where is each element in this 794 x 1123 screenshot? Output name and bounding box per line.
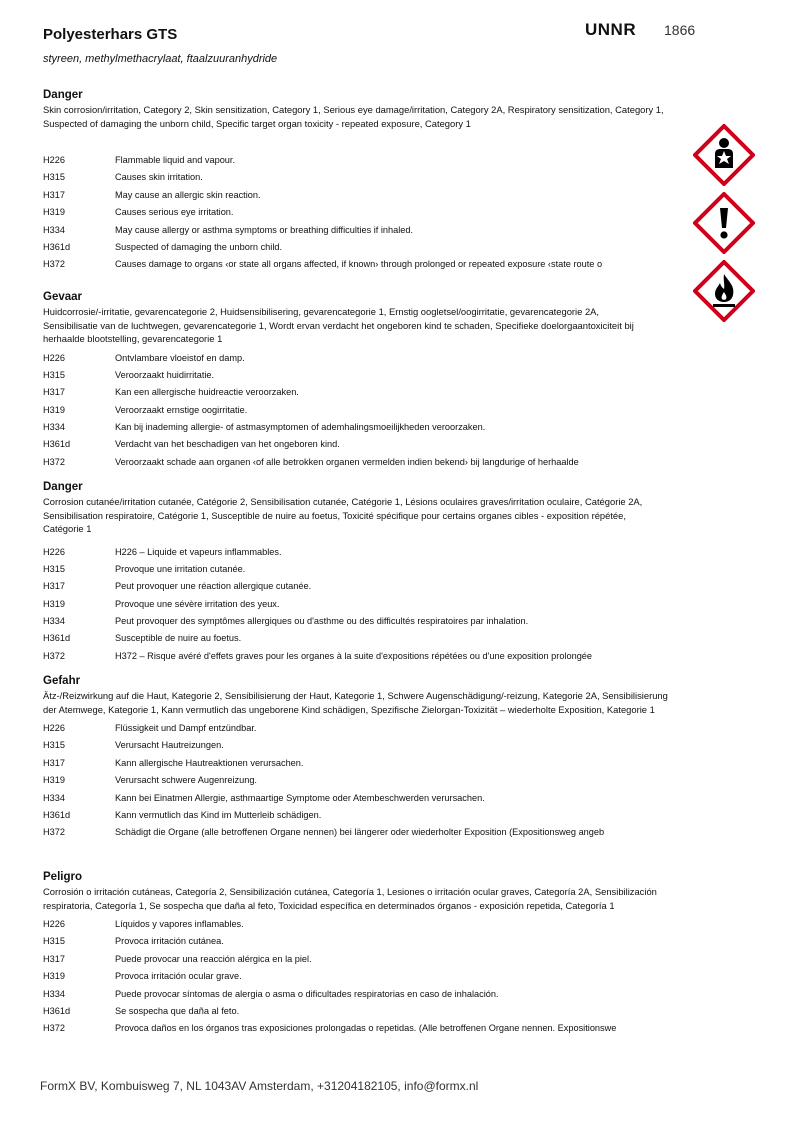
h-code: H226 [43,352,65,363]
hazard-statement [43,596,668,613]
h-text: May cause an allergic skin reaction. [115,189,261,200]
h-code: H315 [43,172,65,183]
h-text: H226 – Liquide et vapeurs inflammables. [115,546,282,557]
h-text: Veroorzaakt huidirritatie. [115,369,215,380]
section-description: Corrosion cutanée/irritation cutanée, Catégorie 2, Sensibilisation cutanée, Catégorie 1, Lésions oculaires graves/irritation oculaire, Catégorie 2A, Sensibilisation respiratoire, Catégorie 1, Susceptible de nuire au foetus, Toxicité spécifique pour certains organes cibles - exposition répétée, Catégorie 1 [43,496,643,534]
hazard-section-nl [43,290,673,471]
hazard-statement [43,613,668,630]
h-text: Provoca irritación cutánea. [115,936,224,947]
product-subtitle: styreen, methylmethacrylaat, ftaalzuuranhydride [43,53,278,65]
hazard-statement [43,256,668,273]
flame-icon [693,260,755,322]
section-heading: Peligro [43,871,82,883]
h-text: Kann bei Einatmen Allergie, asthmaartige Symptome oder Atembeschwerden verursachen. [115,792,485,803]
h-code: H334 [43,792,65,803]
hazard-statement [43,986,668,1003]
h-text: Verdacht van het beschadigen van het ongeboren kind. [115,439,340,450]
hazard-statement [43,544,668,561]
h-text: Kann allergische Hautreaktionen verursachen. [115,757,304,768]
h-text: Provoca daños en los órganos tras exposiciones prolongadas o repetidas. (Alle betroffenen Organe nennen. Expositionswe [115,1023,617,1034]
hazard-statement [43,561,668,578]
h-text: Susceptible de nuire au foetus. [115,633,242,644]
h-text: Puede provocar síntomas de alergia o asma o dificultades respiratorias en caso de inhalación. [115,988,499,999]
h-code: H226 [43,546,65,557]
h-code: H319 [43,598,65,609]
section-heading: Gefahr [43,675,81,687]
h-text: Puede provocar una reacción alérgica en la piel. [115,953,312,964]
h-text: Verursacht schwere Augenreizung. [115,775,257,786]
h-code: H372 [43,259,65,270]
h-code: H315 [43,936,65,947]
h-text: Causes skin irritation. [115,172,203,183]
h-text: Peut provoquer une réaction allergique cutanée. [115,581,312,592]
hazard-statement [43,239,668,256]
hazard-statement [43,790,668,807]
h-text: Peut provoquer des symptômes allergiques ou d'asthme ou des difficultés respiratoires par inhalation. [115,616,529,627]
h-code: H334 [43,616,65,627]
hazard-statement [43,367,668,384]
section-heading: Gevaar [43,291,83,303]
h-text: Kan een allergische huidreactie veroorzaken. [115,387,299,398]
h-code: H361d [43,809,71,820]
hazard-statement [43,578,668,595]
hazard-statement [43,720,668,737]
h-text: Veroorzaakt schade aan organen ‹of alle betrokken organen vermelden indien bekend› bij langdurige of herhaalde [115,456,579,467]
hazard-section-fr [43,480,673,665]
hazard-statement [43,648,668,665]
section-description: Corrosión o irritación cutáneas, Categoría 2, Sensibilización cutánea, Categoría 1, Lesiones o irritación ocular graves, Categoría 2A, Sensibilización respiratoria, Categoría 1, Se sospecha que daña al feto, Toxicidad específica en determinados órganos - exposición repetida, Categoría 1 [43,886,657,911]
footer-contact: FormX BV, Kombuisweg 7, NL 1043AV Amsterdam, +31204182105, info@formx.nl [40,1079,479,1093]
hazard-statement [43,807,668,824]
h-code: H361d [43,439,71,450]
h-code: H361d [43,633,71,644]
h-text: Kann vermutlich das Kind im Mutterleib schädigen. [115,809,322,820]
h-text: Se sospecha que daña al feto. [115,1005,240,1016]
h-code: H334 [43,224,65,235]
product-title: Polyesterhars GTS [43,26,178,43]
h-code: H334 [43,988,65,999]
h-code: H372 [43,650,65,661]
hazard-statement [43,152,668,169]
hazard-statement [43,384,668,401]
hazard-statement [43,436,668,453]
hazard-statement [43,772,668,789]
section-heading: Danger [43,89,83,101]
hazard-statement [43,1020,678,1037]
h-code: H317 [43,189,65,200]
h-text: Provoque une irritation cutanée. [115,563,246,574]
h-text: Schädigt die Organe (alle betroffenen Organe nennen) bei längerer oder wiederholter Exposition (Expositionsweg angeb [115,827,605,838]
h-text: Flüssigkeit und Dampf entzündbar. [115,723,257,733]
h-text: Kan bij inademing allergie- of astmasymptomen of ademhalingsmoeilijkheden veroorzaken. [115,422,486,433]
h-text: Flammable liquid and vapour. [115,155,236,165]
hazard-statement [43,737,668,754]
hazard-statement [43,916,668,933]
h-text: H372 – Risque avéré d'effets graves pour les organes à la suite d'expositions répétées ou d'une exposition prolongée [115,650,593,661]
hazard-statement [43,824,668,841]
hazard-statement [43,402,668,419]
hazard-statement [43,222,668,239]
health-hazard-icon [693,124,755,186]
h-text: Verursacht Hautreizungen. [115,740,224,751]
h-text: Líquidos y vapores inflamables. [115,919,244,929]
h-code: H319 [43,404,65,415]
exclamation-mark-icon [693,192,755,254]
unnr-label: UNNR [585,20,637,39]
hazard-statement [43,204,668,221]
hazard-statement [43,169,668,186]
h-code: H319 [43,775,65,786]
section-description: Ätz-/Reizwirkung auf die Haut, Kategorie 2, Sensibilisierung der Haut, Kategorie 1, Schwere Augenschädigung/-reizung, Kategorie 2A, Sensibilisierung der Atemwege, Kategorie 1, Kann vermutlich das ungeborene Kind schädigen, Spezifische Zielorgan-Toxizität – wiederholte Exposition, Kategorie 1 [43,690,668,715]
h-text: Suspected of damaging the unborn child. [115,241,283,252]
h-code: H361d [43,241,71,252]
section-heading: Danger [43,481,83,493]
h-text: Veroorzaakt ernstige oogirritatie. [115,404,248,415]
hazard-statement [43,454,668,471]
h-text: Causes serious eye irritation. [115,207,234,218]
h-text: May cause allergy or asthma symptoms or breathing difficulties if inhaled. [115,224,414,235]
section-description: Huidcorrosie/-irritatie, gevarencategorie 2, Huidsensibilisering, gevarencategorie 1, Ernstig oogletsel/oogirritatie, gevarencategorie 2A, Sensibilisatie van de luchtwegen, gevarencategorie 1, Wordt ervan verdacht het ongeboren kind te schaden, Specifieke doelorgaantoxiciteit bij herhaalde blootstelling, gevarencategorie 1 [43,306,634,344]
hazard-statement [43,1003,668,1020]
hazard-section-de [43,674,673,842]
h-code: H315 [43,740,65,751]
h-code: H319 [43,971,65,982]
h-code: H315 [43,369,65,380]
h-text: Ontvlambare vloeistof en damp. [115,352,245,363]
h-code: H317 [43,953,65,964]
h-code: H315 [43,563,65,574]
h-code: H226 [43,155,65,165]
h-code: H334 [43,422,65,433]
h-code: H372 [43,1023,65,1034]
hazard-statement [43,933,668,950]
hazard-section-en [43,88,673,274]
h-code: H372 [43,827,65,838]
h-text: Provoca irritación ocular grave. [115,971,242,982]
h-code: H317 [43,387,65,398]
h-code: H226 [43,919,65,929]
h-text: Causes damage to organs ‹or state all organs affected, if known› through prolonged or repeated exposure ‹state route o [115,259,603,270]
h-code: H317 [43,581,65,592]
hazard-section-es [43,870,673,1038]
hazard-statement [43,968,668,985]
h-code: H317 [43,757,65,768]
hazard-statement [43,350,668,367]
hazard-statement [43,755,668,772]
unnr-number: 1866 [664,22,696,38]
h-code: H361d [43,1005,71,1016]
h-code: H372 [43,456,65,467]
hazard-statement [43,187,668,204]
hazard-statement [43,951,668,968]
hazard-statement [43,630,668,647]
h-text: Provoque une sévère irritation des yeux. [115,598,280,609]
section-description: Skin corrosion/irritation, Category 2, Skin sensitization, Category 1, Serious eye damage/irritation, Category 2A, Respiratory sensitization, Category 1, Suspected of damaging the unborn child, Specific target organ toxicity - repeated exposure, Category 1 [43,104,664,129]
hazard-statement [43,419,668,436]
h-code: H226 [43,723,65,733]
h-code: H319 [43,207,65,218]
